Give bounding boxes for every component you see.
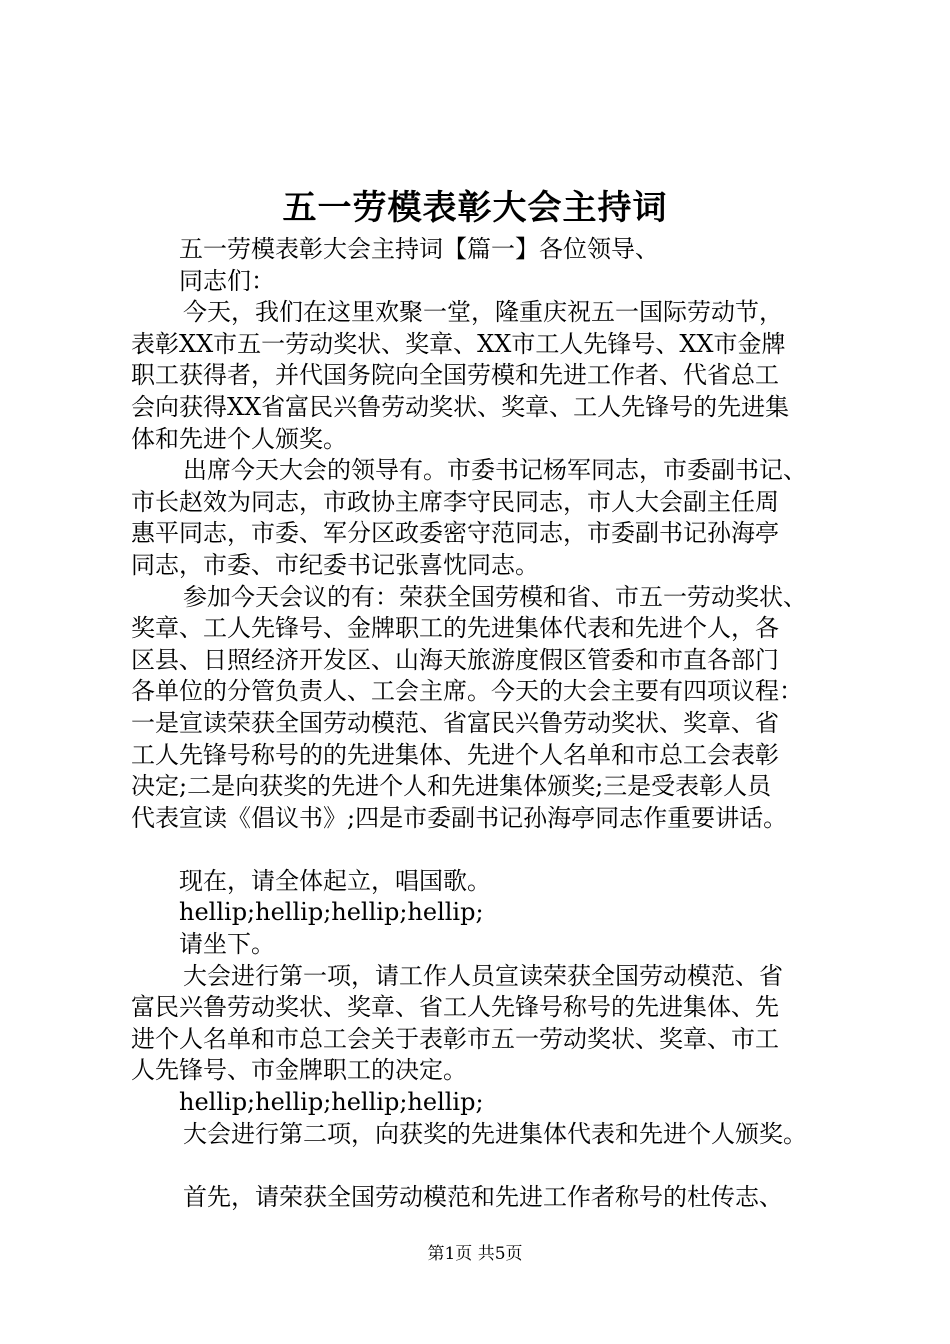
document-title: 五一劳模表彰大会主持词 — [282, 188, 668, 228]
paragraph-line: 区县、日照经济开发区、山海天旅游度假区管委和市直各部门 — [131, 645, 779, 674]
paragraph-line: 奖章、工人先锋号、金牌职工的先进集体代表和先进个人，各 — [131, 614, 779, 643]
paragraph-line: 今天，我们在这里欢聚一堂，隆重庆祝五一国际劳动节， — [183, 298, 783, 327]
paragraph-line: 各单位的分管负责人、工会主席。今天的大会主要有四项议程： — [131, 677, 803, 706]
blank-line — [131, 834, 831, 866]
page-footer: 第1页 共5页 — [427, 1244, 523, 1264]
paragraph-line: 人先锋号、市金牌职工的决定。 — [131, 1056, 467, 1085]
paragraph-line: 会向获得XX省富民兴鲁劳动奖状、奖章、工人先锋号的先进集 — [131, 392, 790, 421]
paragraph-line: hellip;hellip;hellip;hellip; — [179, 898, 484, 927]
paragraph-line: 同志们： — [179, 266, 275, 295]
paragraph-line: hellip;hellip;hellip;hellip; — [179, 1088, 484, 1117]
paragraph-line: 职工获得者，并代国务院向全国劳模和先进工作者、代省总工 — [131, 361, 779, 390]
paragraph-line: 出席今天大会的领导有。市委书记杨军同志，市委副书记、 — [183, 456, 807, 485]
paragraph-line: 体和先进个人颁奖。 — [131, 424, 347, 453]
paragraph-line: 市长赵效为同志，市政协主席李守民同志，市人大会副主任周 — [131, 487, 779, 516]
paragraph-line: 五一劳模表彰大会主持词【篇一】各位领导、 — [179, 235, 659, 263]
paragraph-line: 同志，市委、市纪委书记张喜忱同志。 — [131, 550, 539, 579]
paragraph-line: 首先，请荣获全国劳动模范和先进工作者称号的杜传志、 — [183, 1182, 783, 1211]
paragraph-line: 现在，请全体起立，唱国歌。 — [179, 866, 491, 895]
paragraph-line: 参加今天会议的有：荣获全国劳模和省、市五一劳动奖状、 — [183, 582, 807, 611]
paragraph-line: 进个人名单和市总工会关于表彰市五一劳动奖状、奖章、市工 — [131, 1024, 779, 1053]
paragraph-line: 大会进行第二项，向获奖的先进集体代表和先进个人颁奖。 — [183, 1119, 807, 1148]
paragraph-line: 富民兴鲁劳动奖状、奖章、省工人先锋号称号的先进集体、先 — [131, 993, 779, 1022]
blank-line — [131, 1150, 831, 1182]
paragraph-line: 表彰XX市五一劳动奖状、奖章、XX市工人先锋号、XX市金牌 — [131, 329, 786, 358]
paragraph-line: 惠平同志，市委、军分区政委密守范同志，市委副书记孙海亭 — [131, 519, 779, 548]
paragraph-line: 决定;二是向获奖的先进个人和先进集体颁奖;三是受表彰人员 — [131, 772, 772, 801]
paragraph-line: 大会进行第一项，请工作人员宣读荣获全国劳动模范、省 — [183, 961, 783, 990]
paragraph-line: 工人先锋号称号的的先进集体、先进个人名单和市总工会表彰 — [131, 740, 779, 769]
paragraph-line: 请坐下。 — [179, 930, 275, 959]
document-body — [131, 234, 831, 1213]
paragraph-line: 代表宣读《倡议书》;四是市委副书记孙海亭同志作重要讲话。 — [131, 803, 788, 832]
paragraph-line: 一是宣读荣获全国劳动模范、省富民兴鲁劳动奖状、奖章、省 — [131, 708, 779, 737]
